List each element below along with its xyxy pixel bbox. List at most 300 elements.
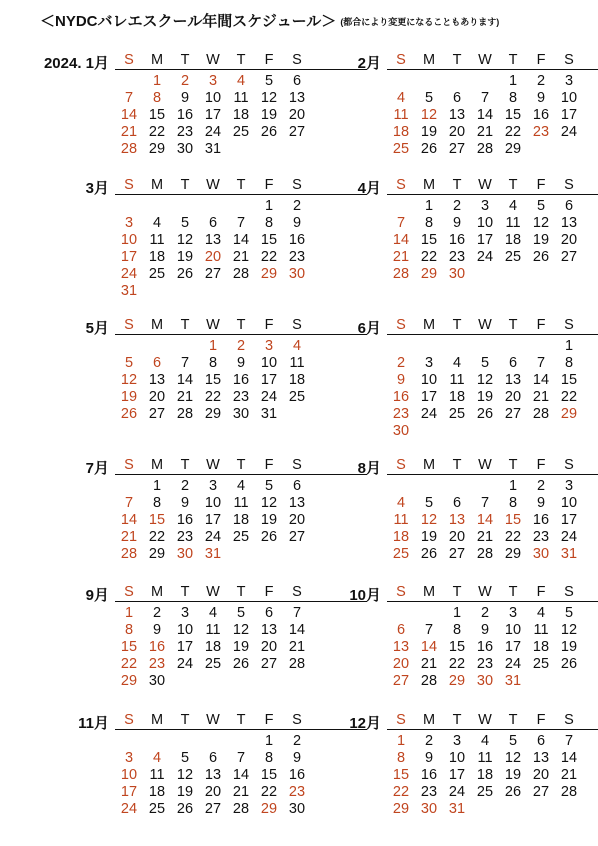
weekday-header: F <box>536 457 546 473</box>
calendar-day: 10 <box>504 622 522 638</box>
calendar-day: 10 <box>204 90 222 106</box>
weekday-header: S <box>564 584 574 600</box>
weekday-header: S <box>292 317 302 333</box>
weekday-header: T <box>452 317 462 333</box>
calendar-day: 27 <box>288 124 306 140</box>
calendar-day: 5 <box>180 215 190 231</box>
weekday-header: S <box>292 52 302 68</box>
calendar-day: 24 <box>120 801 138 817</box>
weekday-header: F <box>536 712 546 728</box>
weekday-header: T <box>236 457 246 473</box>
calendar-day: 22 <box>260 784 278 800</box>
calendar-day: 31 <box>448 801 466 817</box>
calendar-day: 5 <box>180 750 190 766</box>
calendar-day: 22 <box>560 389 578 405</box>
calendar-day: 16 <box>176 512 194 528</box>
calendar-day: 14 <box>532 372 550 388</box>
calendar-day: 28 <box>420 673 438 689</box>
calendar-day: 23 <box>420 784 438 800</box>
calendar-day: 30 <box>420 801 438 817</box>
weekday-header: M <box>150 52 164 68</box>
calendar-day: 5 <box>536 198 546 214</box>
calendar-day: 3 <box>424 355 434 371</box>
month-rule <box>115 334 367 335</box>
calendar-day: 16 <box>420 767 438 783</box>
weekday-header: M <box>422 584 436 600</box>
calendar-day: 26 <box>476 406 494 422</box>
calendar-day: 10 <box>420 372 438 388</box>
calendar-day: 1 <box>508 478 518 494</box>
calendar-day: 8 <box>264 215 274 231</box>
month-label: 10月 <box>349 587 381 604</box>
calendar-day: 3 <box>264 338 274 354</box>
month-block <box>357 177 598 305</box>
calendar-day: 8 <box>264 750 274 766</box>
calendar-day: 4 <box>292 338 302 354</box>
calendar-day: 25 <box>204 656 222 672</box>
calendar-day: 16 <box>532 107 550 123</box>
calendar-day: 14 <box>560 750 578 766</box>
calendar-day: 17 <box>560 107 578 123</box>
calendar-day: 9 <box>424 750 434 766</box>
weekday-header: M <box>150 317 164 333</box>
weekday-header: S <box>292 712 302 728</box>
calendar-day: 11 <box>233 90 249 106</box>
weekday-header: M <box>422 317 436 333</box>
month-rule <box>115 601 367 602</box>
month-rule <box>115 194 367 195</box>
month-rule <box>387 334 598 335</box>
weekday-header: F <box>264 177 274 193</box>
calendar-day: 25 <box>288 389 306 405</box>
calendar-day: 30 <box>288 801 306 817</box>
month-rule <box>387 474 598 475</box>
calendar-day: 13 <box>504 372 522 388</box>
calendar-day: 28 <box>392 266 410 282</box>
calendar-day: 23 <box>176 529 194 545</box>
calendar-day: 10 <box>476 215 494 231</box>
calendar-day: 7 <box>124 90 134 106</box>
calendar-day: 20 <box>448 124 466 140</box>
calendar-day: 26 <box>120 406 138 422</box>
calendar-day: 16 <box>288 232 306 248</box>
calendar-day: 13 <box>392 639 410 655</box>
calendar-day: 1 <box>264 733 274 749</box>
weekday-header: T <box>452 584 462 600</box>
calendar-day: 7 <box>292 605 302 621</box>
calendar-day: 18 <box>392 529 410 545</box>
weekday-header: T <box>180 712 190 728</box>
calendar-day: 11 <box>477 750 493 766</box>
calendar-day: 29 <box>448 673 466 689</box>
calendar-day: 29 <box>260 801 278 817</box>
weekday-header: S <box>124 52 134 68</box>
calendar-day: 8 <box>508 495 518 511</box>
month-label: 2月 <box>357 55 381 72</box>
calendar-day: 3 <box>124 215 134 231</box>
calendar-day: 28 <box>476 141 494 157</box>
weekday-header: S <box>564 317 574 333</box>
calendar-day: 12 <box>504 750 522 766</box>
calendar-day: 7 <box>424 622 434 638</box>
calendar-day: 21 <box>476 529 494 545</box>
calendar-day: 14 <box>288 622 306 638</box>
calendar-day: 19 <box>420 124 438 140</box>
weekday-header: T <box>508 317 518 333</box>
weekday-header: M <box>150 457 164 473</box>
weekday-header: S <box>396 317 406 333</box>
calendar-day: 25 <box>532 656 550 672</box>
weekday-header: T <box>508 177 518 193</box>
calendar-day: 11 <box>449 372 465 388</box>
calendar-day: 7 <box>180 355 190 371</box>
calendar-day: 22 <box>504 529 522 545</box>
calendar-day: 7 <box>236 750 246 766</box>
month-block <box>357 317 598 445</box>
calendar-day: 19 <box>476 389 494 405</box>
calendar-day: 5 <box>236 605 246 621</box>
calendar-day: 29 <box>420 266 438 282</box>
calendar-day: 4 <box>508 198 518 214</box>
calendar-day: 20 <box>204 249 222 265</box>
month-block <box>78 712 367 840</box>
month-label: 11月 <box>78 715 109 732</box>
calendar-day: 7 <box>124 495 134 511</box>
calendar-day: 4 <box>236 478 246 494</box>
calendar-day: 17 <box>504 639 522 655</box>
calendar-day: 4 <box>152 750 162 766</box>
calendar-day: 4 <box>208 605 218 621</box>
calendar-day: 27 <box>204 266 222 282</box>
weekday-header: T <box>180 584 190 600</box>
calendar-day: 14 <box>120 107 138 123</box>
month-block <box>85 584 367 712</box>
weekday-header: S <box>292 457 302 473</box>
weekday-header: S <box>396 712 406 728</box>
calendar-day: 4 <box>536 605 546 621</box>
calendar-day: 13 <box>560 215 578 231</box>
month-block <box>85 457 367 585</box>
calendar-day: 26 <box>420 141 438 157</box>
calendar-day: 12 <box>232 622 250 638</box>
calendar-day: 27 <box>148 406 166 422</box>
calendar-day: 4 <box>480 733 490 749</box>
calendar-day: 8 <box>152 90 162 106</box>
calendar-day: 31 <box>120 283 138 299</box>
weekday-header: F <box>536 317 546 333</box>
month-rule <box>387 601 598 602</box>
weekday-header: F <box>264 317 274 333</box>
calendar-day: 15 <box>148 107 166 123</box>
calendar-day: 20 <box>288 512 306 528</box>
calendar-day: 21 <box>120 124 138 140</box>
calendar-day: 2 <box>180 73 190 89</box>
calendar-day: 27 <box>448 141 466 157</box>
calendar-day: 22 <box>392 784 410 800</box>
month-rule <box>115 474 367 475</box>
calendar-day: 7 <box>536 355 546 371</box>
weekday-header: M <box>422 177 436 193</box>
calendar-day: 28 <box>532 406 550 422</box>
weekday-header: F <box>536 584 546 600</box>
month-label: 6月 <box>357 320 381 337</box>
calendar-day: 25 <box>476 784 494 800</box>
calendar-day: 24 <box>560 124 578 140</box>
calendar-day: 9 <box>536 495 546 511</box>
calendar-day: 20 <box>148 389 166 405</box>
calendar-day: 10 <box>204 495 222 511</box>
calendar-day: 16 <box>288 767 306 783</box>
calendar-day: 11 <box>149 767 165 783</box>
weekday-header: W <box>478 457 492 473</box>
calendar-day: 26 <box>504 784 522 800</box>
month-block <box>349 712 598 840</box>
calendar-day: 1 <box>508 73 518 89</box>
weekday-header: T <box>508 457 518 473</box>
calendar-day: 3 <box>452 733 462 749</box>
calendar-day: 1 <box>152 478 162 494</box>
calendar-day: 24 <box>260 389 278 405</box>
calendar-day: 23 <box>532 124 550 140</box>
calendar-day: 28 <box>120 141 138 157</box>
calendar-day: 14 <box>476 512 494 528</box>
weekday-header: W <box>206 177 220 193</box>
calendar-day: 5 <box>124 355 134 371</box>
calendar-day: 30 <box>176 546 194 562</box>
calendar-day: 18 <box>448 389 466 405</box>
calendar-day: 22 <box>448 656 466 672</box>
calendar-day: 15 <box>260 232 278 248</box>
calendar-day: 25 <box>392 546 410 562</box>
calendar-day: 16 <box>448 232 466 248</box>
calendar-day: 2 <box>180 478 190 494</box>
weekday-header: S <box>564 457 574 473</box>
calendar-day: 26 <box>560 656 578 672</box>
calendar-day: 1 <box>124 605 134 621</box>
calendar-day: 20 <box>448 529 466 545</box>
weekday-header: T <box>180 457 190 473</box>
calendar-day: 23 <box>532 529 550 545</box>
calendar-day: 23 <box>288 784 306 800</box>
calendar-day: 25 <box>392 141 410 157</box>
calendar-day: 5 <box>264 478 274 494</box>
weekday-header: S <box>564 52 574 68</box>
calendar-day: 4 <box>236 73 246 89</box>
calendar-day: 21 <box>232 249 250 265</box>
calendar-day: 4 <box>152 215 162 231</box>
calendar-day: 16 <box>532 512 550 528</box>
calendar-day: 1 <box>208 338 218 354</box>
calendar-day: 6 <box>452 90 462 106</box>
calendar-day: 30 <box>232 406 250 422</box>
calendar-day: 6 <box>208 215 218 231</box>
calendar-day: 14 <box>476 107 494 123</box>
calendar-day: 22 <box>120 656 138 672</box>
calendar-day: 2 <box>536 478 546 494</box>
calendar-day: 7 <box>396 215 406 231</box>
weekday-header: T <box>180 52 190 68</box>
calendar-day: 6 <box>292 478 302 494</box>
month-block <box>357 52 598 180</box>
calendar-day: 1 <box>564 338 574 354</box>
weekday-header: W <box>206 317 220 333</box>
calendar-day: 25 <box>148 266 166 282</box>
calendar-day: 26 <box>232 656 250 672</box>
calendar-day: 3 <box>508 605 518 621</box>
calendar-day: 18 <box>204 639 222 655</box>
calendar-day: 20 <box>504 389 522 405</box>
month-block <box>349 584 598 712</box>
calendar-day: 28 <box>560 784 578 800</box>
calendar-day: 12 <box>260 495 278 511</box>
calendar-day: 2 <box>424 733 434 749</box>
calendar-day: 12 <box>420 107 438 123</box>
calendar-day: 28 <box>120 546 138 562</box>
weekday-header: W <box>206 457 220 473</box>
calendar-day: 15 <box>148 512 166 528</box>
calendar-day: 13 <box>288 495 306 511</box>
calendar-day: 6 <box>452 495 462 511</box>
calendar-day: 21 <box>420 656 438 672</box>
calendar-day: 14 <box>420 639 438 655</box>
title-note: (都合により変更になることもあります) <box>340 17 500 27</box>
weekday-header: T <box>180 317 190 333</box>
calendar-day: 25 <box>232 529 250 545</box>
calendar-day: 10 <box>120 232 138 248</box>
calendar-day: 3 <box>180 605 190 621</box>
calendar-day: 7 <box>480 495 490 511</box>
calendar-day: 18 <box>232 107 250 123</box>
calendar-day: 12 <box>532 215 550 231</box>
weekday-header: S <box>564 712 574 728</box>
calendar-day: 24 <box>420 406 438 422</box>
calendar-day: 7 <box>480 90 490 106</box>
weekday-header: S <box>124 712 134 728</box>
weekday-header: T <box>236 317 246 333</box>
weekday-header: S <box>396 52 406 68</box>
calendar-day: 29 <box>148 141 166 157</box>
calendar-day: 18 <box>148 784 166 800</box>
calendar-day: 8 <box>452 622 462 638</box>
calendar-day: 19 <box>176 784 194 800</box>
calendar-day: 9 <box>396 372 406 388</box>
weekday-header: T <box>508 712 518 728</box>
calendar-day: 18 <box>504 232 522 248</box>
calendar-day: 18 <box>476 767 494 783</box>
calendar-day: 16 <box>476 639 494 655</box>
calendar-day: 3 <box>208 73 218 89</box>
calendar-day: 16 <box>392 389 410 405</box>
calendar-day: 20 <box>392 656 410 672</box>
calendar-day: 19 <box>260 107 278 123</box>
calendar-day: 14 <box>120 512 138 528</box>
calendar-day: 23 <box>288 249 306 265</box>
calendar-day: 24 <box>476 249 494 265</box>
calendar-day: 21 <box>392 249 410 265</box>
calendar-day: 29 <box>204 406 222 422</box>
month-label: 3月 <box>85 180 109 197</box>
weekday-header: T <box>508 52 518 68</box>
calendar-day: 12 <box>120 372 138 388</box>
calendar-day: 10 <box>560 495 578 511</box>
calendar-day: 31 <box>260 406 278 422</box>
calendar-day: 9 <box>180 495 190 511</box>
calendar-day: 30 <box>148 673 166 689</box>
calendar-day: 11 <box>233 495 249 511</box>
weekday-header: T <box>452 52 462 68</box>
calendar-day: 17 <box>176 639 194 655</box>
calendar-day: 16 <box>232 372 250 388</box>
weekday-header: S <box>124 584 134 600</box>
calendar-day: 18 <box>532 639 550 655</box>
calendar-day: 5 <box>480 355 490 371</box>
calendar-day: 26 <box>176 801 194 817</box>
calendar-day: 21 <box>560 767 578 783</box>
weekday-header: S <box>396 584 406 600</box>
calendar-day: 19 <box>232 639 250 655</box>
calendar-day: 4 <box>396 495 406 511</box>
calendar-day: 30 <box>448 266 466 282</box>
calendar-day: 6 <box>208 750 218 766</box>
calendar-day: 2 <box>480 605 490 621</box>
calendar-day: 24 <box>560 529 578 545</box>
calendar-day: 15 <box>420 232 438 248</box>
weekday-header: T <box>236 177 246 193</box>
calendar-day: 18 <box>148 249 166 265</box>
calendar-day: 27 <box>204 801 222 817</box>
calendar-day: 29 <box>392 801 410 817</box>
calendar-day: 11 <box>289 355 305 371</box>
month-rule <box>387 729 598 730</box>
calendar-day: 3 <box>124 750 134 766</box>
calendar-day: 5 <box>564 605 574 621</box>
calendar-day: 28 <box>176 406 194 422</box>
calendar-day: 16 <box>148 639 166 655</box>
month-block <box>85 177 367 305</box>
month-rule <box>115 729 367 730</box>
calendar-day: 11 <box>533 622 549 638</box>
calendar-day: 13 <box>532 750 550 766</box>
calendar-day: 6 <box>264 605 274 621</box>
calendar-day: 15 <box>448 639 466 655</box>
calendar-day: 10 <box>260 355 278 371</box>
calendar-day: 6 <box>536 733 546 749</box>
calendar-day: 6 <box>508 355 518 371</box>
weekday-header: T <box>236 712 246 728</box>
calendar-day: 3 <box>564 73 574 89</box>
weekday-header: S <box>292 177 302 193</box>
weekday-header: F <box>264 457 274 473</box>
calendar-day: 10 <box>560 90 578 106</box>
calendar-day: 25 <box>504 249 522 265</box>
calendar-day: 28 <box>476 546 494 562</box>
calendar-day: 6 <box>292 73 302 89</box>
calendar-day: 14 <box>232 767 250 783</box>
calendar-day: 10 <box>176 622 194 638</box>
calendar-day: 30 <box>288 266 306 282</box>
weekday-header: M <box>422 457 436 473</box>
calendar-day: 22 <box>204 389 222 405</box>
weekday-header: F <box>536 177 546 193</box>
calendar-day: 1 <box>452 605 462 621</box>
calendar-day: 19 <box>560 639 578 655</box>
calendar-day: 10 <box>120 767 138 783</box>
calendar-day: 11 <box>393 107 409 123</box>
calendar-day: 13 <box>448 512 466 528</box>
calendar-day: 1 <box>152 73 162 89</box>
calendar-day: 3 <box>480 198 490 214</box>
calendar-day: 29 <box>120 673 138 689</box>
